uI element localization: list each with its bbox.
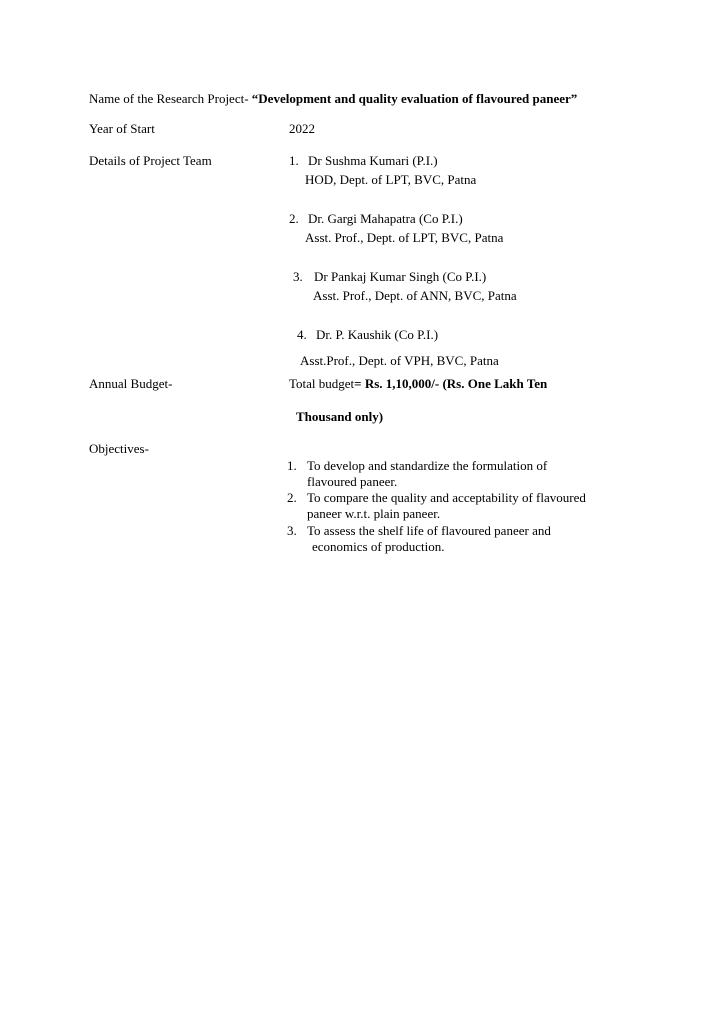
- team-member-number: 4.: [297, 327, 307, 342]
- objective-3: [287, 523, 551, 539]
- objectives-label: Objectives-: [89, 441, 149, 456]
- team-member-number: 1.: [289, 153, 299, 168]
- year-value: 2022: [289, 121, 315, 136]
- objective-text-cont: economics of production.: [312, 539, 445, 554]
- team-member-designation: HOD, Dept. of LPT, BVC, Patna: [305, 172, 477, 187]
- project-name-row: [89, 91, 577, 107]
- budget-label: Annual Budget-: [89, 376, 173, 391]
- budget-line-1: [289, 376, 547, 392]
- team-member-3: [293, 269, 486, 285]
- budget-line-2: Thousand only): [296, 409, 384, 424]
- objective-text-cont: flavoured paneer.: [307, 474, 398, 489]
- team-member-name: Dr Sushma Kumari (P.I.): [308, 153, 438, 168]
- objective-number: 3.: [287, 523, 297, 538]
- team-member-number: 2.: [289, 211, 299, 226]
- team-member-4: [297, 327, 438, 343]
- team-member-name: Dr. P. Kaushik (Co P.I.): [316, 327, 439, 342]
- team-member-designation: Asst. Prof., Dept. of LPT, BVC, Patna: [305, 230, 504, 245]
- objective-text-cont: paneer w.r.t. plain paneer.: [307, 506, 441, 521]
- project-name-label: Name of the Research Project-: [89, 91, 249, 106]
- objective-1: [287, 458, 548, 474]
- objective-text: To assess the shelf life of flavoured paneer and: [307, 523, 551, 538]
- objective-text: To develop and standardize the formulation of: [307, 458, 548, 473]
- team-member-1: [289, 153, 438, 169]
- team-member-number: 3.: [293, 269, 303, 284]
- budget-amount: = Rs. 1,10,000/- (Rs. One Lakh Ten: [354, 376, 548, 391]
- team-member-name: Dr. Gargi Mahapatra (Co P.I.): [308, 211, 463, 226]
- objective-text: To compare the quality and acceptability of flavoured: [307, 490, 586, 505]
- team-member-name: Dr Pankaj Kumar Singh (Co P.I.): [314, 269, 487, 284]
- objective-number: 1.: [287, 458, 297, 473]
- team-member-designation: Asst.Prof., Dept. of VPH, BVC, Patna: [300, 353, 499, 368]
- objective-2: [287, 490, 586, 506]
- budget-prefix: Total budget: [289, 376, 355, 391]
- project-title: “Development and quality evaluation of flavoured paneer”: [251, 91, 578, 106]
- team-member-2: [289, 211, 463, 227]
- objective-number: 2.: [287, 490, 297, 505]
- team-label: Details of Project Team: [89, 153, 212, 168]
- team-member-designation: Asst. Prof., Dept. of ANN, BVC, Patna: [313, 288, 517, 303]
- year-label: Year of Start: [89, 121, 155, 136]
